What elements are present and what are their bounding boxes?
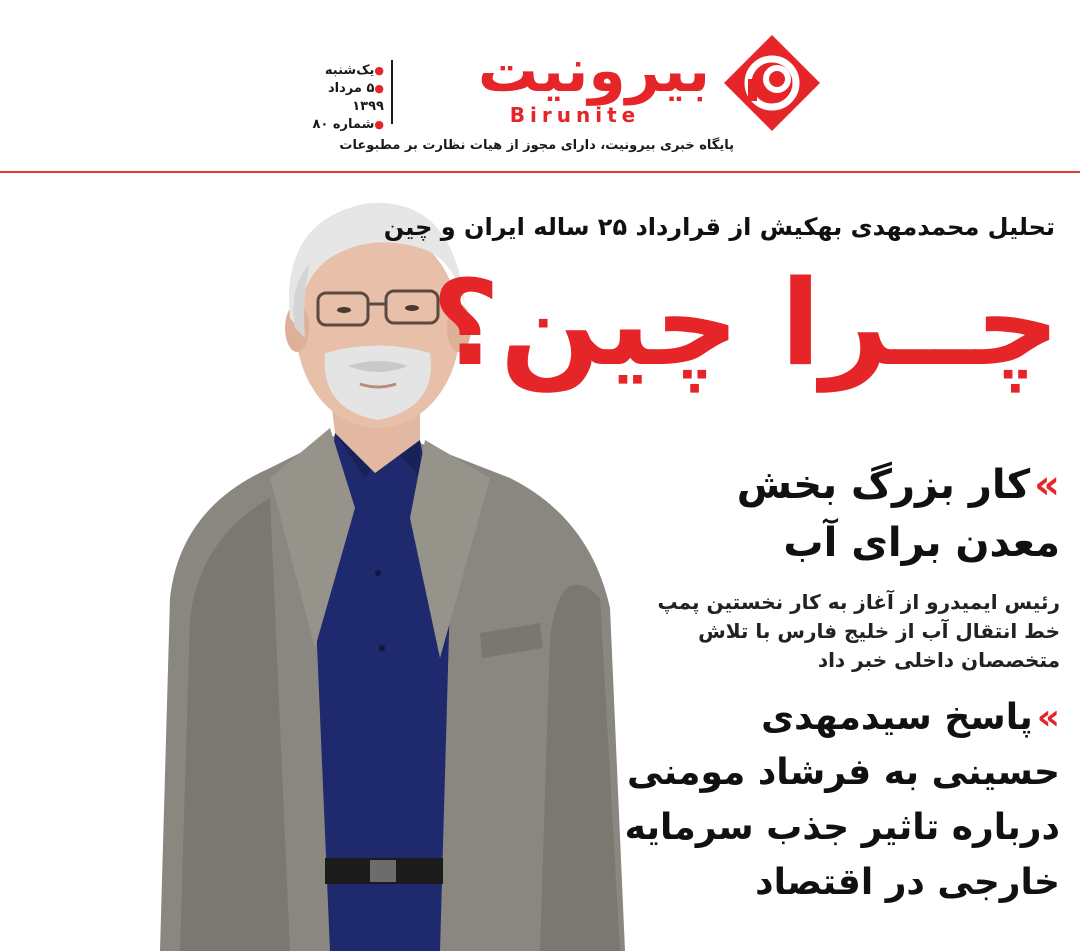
red-arrow-icon: » — [1036, 697, 1060, 738]
logo-wordmark: بیرونیت — [477, 36, 710, 106]
issue-date-row — [300, 80, 384, 116]
story-2 — [624, 690, 1060, 910]
story-2-headline-line: حسینی به فرشاد مومنی — [627, 752, 1060, 793]
main-title: چــرا چین؟ — [431, 254, 1060, 392]
issue-day-row — [300, 62, 384, 80]
summary-line: خط انتقال آب از خلیج فارس با تلاش — [698, 619, 1060, 643]
issue-day: یک‌شنبه — [324, 63, 375, 78]
issue-number: شماره ۸۰ — [312, 117, 375, 132]
masthead — [0, 0, 1080, 172]
issue-divider — [391, 60, 393, 124]
red-arrow-icon: » — [1034, 462, 1060, 508]
birunite-logo-icon — [722, 33, 822, 133]
summary-line: متخصصان داخلی خبر داد — [817, 648, 1060, 672]
summary-line: رئیس ایمیدرو از آغاز به کار نخستین پمپ — [657, 590, 1060, 614]
issue-date: ۵ مرداد ۱۳۹۹ — [327, 81, 384, 114]
issue-number-row — [300, 116, 384, 134]
story-1-summary — [657, 588, 1060, 675]
issue-info — [300, 62, 384, 134]
story-2-headline-line: درباره تاثیر جذب سرمایه — [624, 807, 1060, 848]
story-2-headline-line: خارجی در اقتصاد — [755, 862, 1060, 903]
bullet-icon: ● — [374, 118, 384, 131]
kicker-headline: تحلیل محمدمهدی بهکیش از قرارداد ۲۵ ساله ایران و چین — [383, 213, 1055, 241]
logo-latin-name: Birunite — [509, 103, 641, 127]
tagline: پایگاه خبری بیرونیت، دارای مجوز از هیات نظارت بر مطبوعات — [339, 138, 734, 153]
story-1 — [657, 456, 1060, 675]
bullet-icon: ● — [374, 82, 384, 95]
masthead-rule — [0, 171, 1080, 173]
bullet-icon: ● — [374, 64, 384, 77]
story-1-headline-line: »کار بزرگ بخش — [736, 462, 1060, 508]
story-1-headline-line: معدن برای آب — [783, 520, 1060, 566]
story-2-headline-line: »پاسخ سیدمهدی — [761, 697, 1060, 738]
